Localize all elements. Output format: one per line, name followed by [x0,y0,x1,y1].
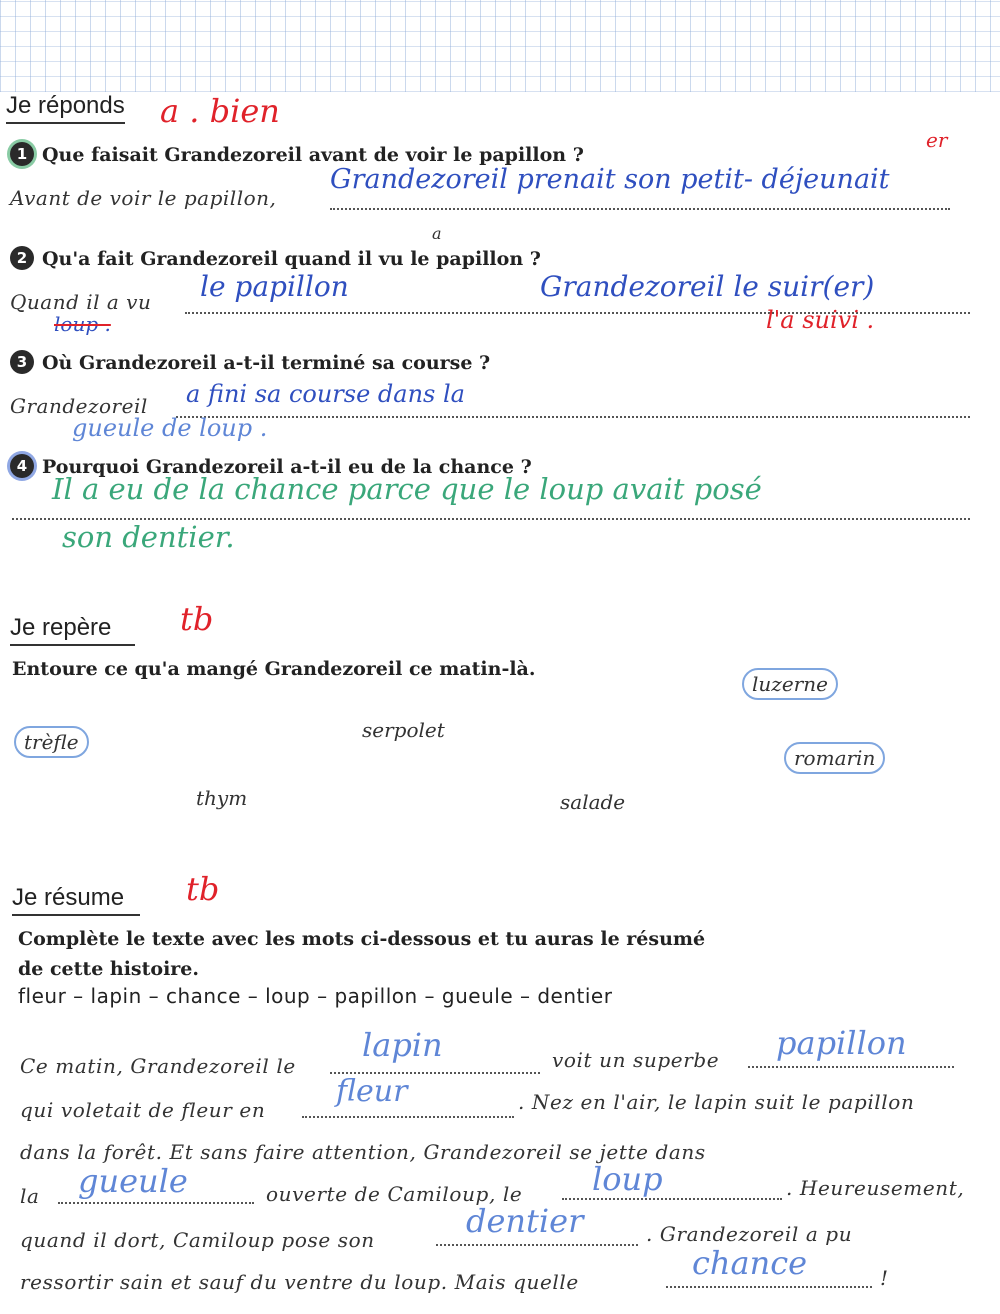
resume-text-6b: ! [880,1266,889,1290]
question-2 [10,248,541,272]
question-number-1: 1 [10,142,34,166]
answer-line-1 [330,208,950,210]
answer-line-3 [176,416,970,418]
question-1-text: Que faisait Grandezoreil avant de voir le papillon ? [42,144,584,166]
resume-text-4c: . Heureusement, [786,1176,965,1200]
blank-4 [58,1202,254,1204]
prompt-1: Avant de voir le papillon, [10,186,277,210]
word-luzerne: luzerne [742,668,838,700]
fill-papillon: papillon [776,1024,907,1062]
blank-5 [562,1198,782,1200]
fill-chance: chance [692,1244,808,1282]
resume-text-3: dans la forêt. Et sans faire attention, Grandezoreil se jette dans [20,1140,706,1164]
prompt-3: Grandezoreil [10,394,148,418]
answer-2-part2: Grandezoreil le suir(er) [540,270,875,303]
question-3-text: Où Grandezoreil a-t-il terminé sa course ? [42,352,491,374]
blank-7 [666,1286,872,1288]
fill-gueule: gueule [78,1162,188,1200]
word-list: fleur – lapin – chance – loup – papillon – gueule – dentier [18,984,613,1008]
resume-text-1a: Ce matin, Grandezoreil le [20,1054,296,1078]
section-title-je-reponds: Je réponds [6,92,125,124]
correction-2: l'a suivi . [766,306,875,334]
graph-paper-margin [0,0,1000,92]
question-number-2: 2 [10,246,34,270]
word-romarin: romarin [784,742,885,774]
word-trefle: trèfle [14,726,89,758]
resume-text-4a: la [20,1184,40,1208]
insert-a: a [432,224,442,243]
word-salade: salade [560,790,626,814]
question-4-text: Pourquoi Grandezoreil a-t-il eu de la chance ? [42,456,532,478]
instruction-repere: Entoure ce qu'a mangé Grandezoreil ce matin-là. [12,658,536,680]
prompt-2: Quand il a vu [10,290,152,314]
correction-1: er [926,128,948,152]
resume-text-5a: quand il dort, Camiloup pose son [20,1228,375,1252]
instruction-resume-line1: Complète le texte avec les mots ci-dessous et tu auras le résumé [18,928,706,950]
grade-reponds: a . bien [160,92,280,130]
blank-6 [436,1244,638,1246]
blank-3 [302,1116,514,1118]
question-number-4: 4 [10,454,34,478]
answer-3: a fini sa course dans la [186,380,465,408]
fill-fleur: fleur [336,1074,408,1109]
resume-text-5b: . Grandezoreil a pu [646,1222,853,1246]
resume-text-4b: ouverte de Camiloup, le [266,1182,523,1206]
resume-text-6a: ressortir sain et sauf du ventre du loup. Mais quelle [20,1270,579,1294]
instruction-resume-line2: de cette histoire. [18,958,200,980]
answer-3-line2: gueule de loup . [72,414,268,442]
question-3 [10,352,490,376]
resume-text-2b: . Nez en l'air, le lapin suit le papillon [518,1090,915,1114]
answer-2-line2: loup . [54,312,111,336]
word-thym: thym [196,786,248,810]
answer-2-part1: le papillon [200,270,349,303]
resume-text-2a: qui voletait de fleur en [20,1098,266,1122]
section-title-je-repere: Je repère [10,614,135,646]
answer-1: Grandezoreil prenait son petit- déjeunait [330,164,890,195]
answer-4: Il a eu de la chance parce que le loup avait posé [52,472,762,506]
fill-dentier: dentier [466,1202,584,1240]
grade-resume: tb [186,870,220,908]
grade-repere: tb [180,600,214,638]
word-serpolet: serpolet [362,718,445,742]
section-title-je-resume: Je résume [12,884,140,916]
blank-2 [748,1066,954,1068]
fill-lapin: lapin [362,1026,443,1064]
resume-text-1b: voit un superbe [552,1048,720,1072]
answer-4-line2: son dentier. [62,520,235,554]
fill-loup: loup [592,1160,663,1198]
question-2-text: Qu'a fait Grandezoreil quand il vu le papillon ? [42,248,541,270]
question-number-3: 3 [10,350,34,374]
